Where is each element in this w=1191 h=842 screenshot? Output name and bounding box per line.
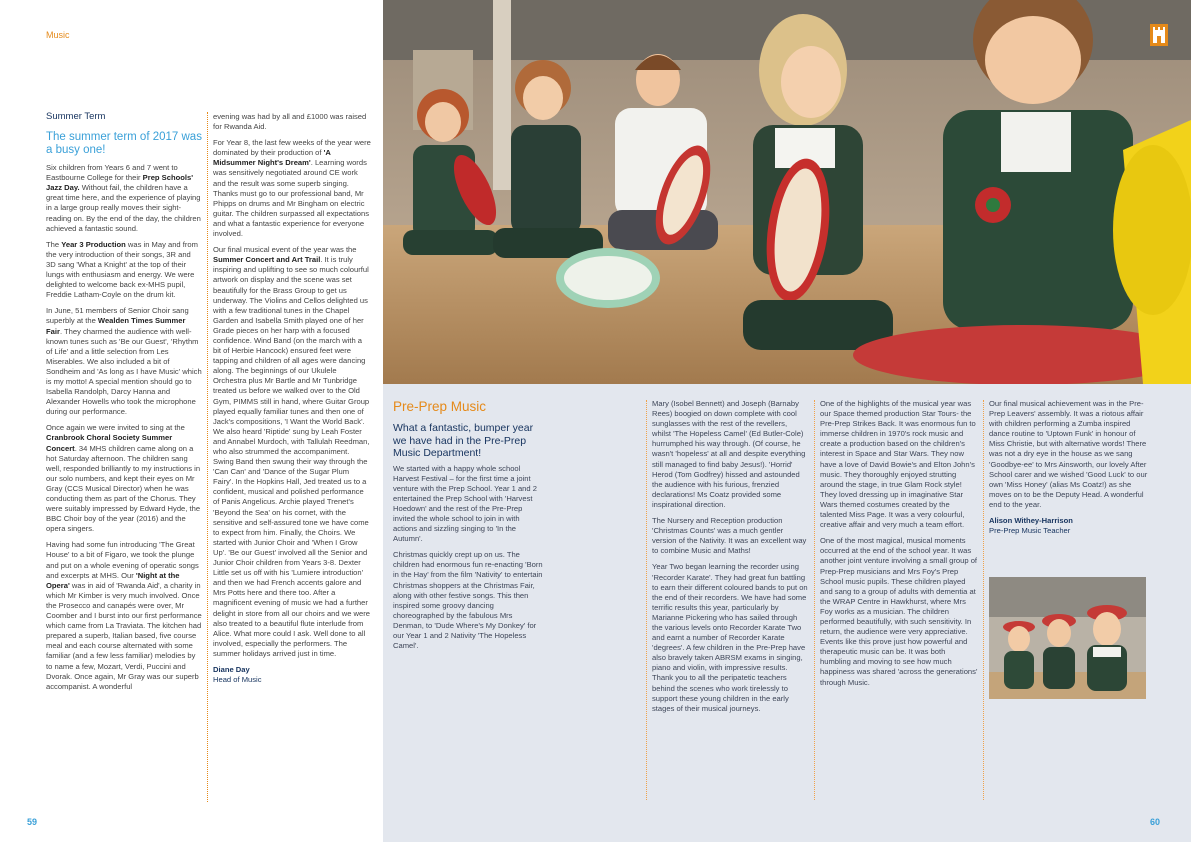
paragraph: For Year 8, the last few weeks of the year were dominated by their production of 'A Midsummer Night's Dream'. Learning words was sensitively negotiated around CE work and the result was some superb singing. Thanks must go to our professional band, Mr Phipps on drums and Mr Bingham on electric guitar. The children surpassed all expectations and what a fantastic experience for everyone involved.: [213, 138, 371, 239]
preprep-col2-paragraphs: [652, 399, 808, 714]
paragraph: Mary (Isobel Bennett) and Joseph (Barnaby Rees) boogied on down complete with cool sunglasses with the rest of the revellers, whilst 'The Hopeless Camel' (Ed Butler-Cole) hurrumphed his way through. (Of course, he wasn't 'hopeless' at all and despite everything still managed to find baby Jesus!). 'Horrid' Herod (Tom Godfrey) hissed and astounded the audience with his furious, frenzied declarations! Ms Coatz provided some inspirational direction.: [652, 399, 806, 509]
preprep-signature-name: Alison Withey-Harrison: [989, 516, 1073, 526]
paragraph: One of the highlights of the musical year was our Space themed production Star Tours- the Pre-Prep Strikes Back. It was enormous fun to immerse children in 1970's rock music and create a production based on the children's interest in Space and Star Wars. They now have a love of David Bowie's and Elton John's music. They thoroughly enjoyed strutting around the stage, in true Glam Rock style! They loved dressing up in imaginative Star Wars themed costumes created by the talented Miss Page. It was a very colourful, creative affair and very much a team effort.: [820, 399, 976, 530]
preprep-lead: What a fantastic, bumper year we have had in the Pre-Prep Music Department!: [393, 422, 534, 459]
summer-lead: The summer term of 2017 was a busy one!: [46, 131, 202, 157]
bold-event-name: Prep Schools' Jazz Day.: [46, 173, 194, 193]
paragraph: We started with a happy whole school Harvest Festival – for the first time a joint venture with the Prep School. Year 1 and 2 entertained the Prep School with 'Harvest Hoedown' and the rest of the Pre-Prep invited the whole school to join in with actions and sizzling singing to 'In the Autumn'.: [393, 463, 537, 544]
page-number-right: 60: [1150, 817, 1161, 827]
summer-col2-paragraphs: [213, 112, 371, 659]
preprep-column-4: [989, 399, 1149, 536]
column-divider: [207, 112, 208, 802]
summer-col1-paragraphs: [46, 163, 202, 692]
preprep-col3-paragraphs: [820, 399, 978, 688]
bold-event-name: Wealden Times Summer Fair: [46, 316, 186, 336]
paragraph: In June, 51 members of Senior Choir sang superbly at the Wealden Times Summer Fair. They charmed the audience with well-known tunes such as 'Be our Guest', 'Rhythm of Life' and a little selection from Les Miserables. We also included a bit of Sondheim and 'As long as I have Music' which is my motto! A special mention should go to Isabella Randolph, Darcy Hanna and Alexander Howells who took the microphone during our performance.: [46, 306, 202, 417]
castle-icon: [1150, 24, 1168, 46]
summer-column-1: [46, 112, 202, 698]
paragraph: Having had some fun introducing 'The Great House' to a bit of Figaro, we took the plunge and put on a whole evening of operatic songs and excerpts at MHS. Our 'Night at the Opera' was in aid of 'Rwanda Aid', a charity in which Mr Kimber is very much involved. Once the Prosecco and canapés were over, Mr Coomber and I burst into our first performance which came from La Traviata. The kitchen had prepared a superb, Italian based, five course meal and each course alternated with some familiar (and a few less familiar) melodies by to name a few, Mozart, Verdi, Puccini and Dvorak. Once again, Mr Gray was our superb accompanist. A wonderful: [46, 540, 202, 691]
paragraph: Year Two began learning the recorder using 'Recorder Karate'. They had great fun battling to earn their different coloured bands to put on the end of their recorders. We have had some terrific results this year, particularly by Marianne Pickering who has sailed through the various levels onto Recorder Karate Two and earnt a number of Recorder Karate 'degrees'. A few children in the Pre-Prep have also bravely taken ABRSM exams in singing, piano and violin, with impressive results. Thank you to all the peripatetic teachers behind the scenes who work tirelessly to support these young children in the early stages of their musical journeys.: [652, 562, 808, 713]
summer-signature-name: Diane Day: [213, 664, 250, 674]
paragraph: One of the most magical, musical moments occurred at the end of the school year. It was another joint venture involving a small group of Prep-Prep musicians and Mrs Foy's Prep School music pupils. These children played and sang to a group of adults with dementia at the WRAP Centre in Hawkhurst, where Mrs Foy works as a musician. The children performed beautifully, with such sensitivity. In return, the audience were very appreciative. Events like this prove just how powerful and therapeutic music can be. It was both humbling and moving to see how much happiness was shared 'across the generations' through Music.: [820, 536, 978, 687]
bold-event-name: 'A Midsummer Night's Dream': [213, 148, 331, 168]
bold-event-name: Year 3 Production: [61, 239, 126, 249]
section-label: Music: [46, 30, 70, 40]
summer-column-2: [213, 112, 371, 685]
bold-event-name: 'Night at the Opera': [46, 570, 180, 590]
preprep-column-1: [393, 399, 543, 657]
preprep-column-2: [652, 399, 808, 720]
paragraph: The Nursery and Reception production 'Christmas Counts' was a much gentler version of the Nativity. It was an excellent way to combine Music and Maths!: [652, 516, 807, 556]
column-divider: [983, 400, 984, 800]
paragraph: Our final musical event of the year was the Summer Concert and Art Trail. It is truly inspiring and uplifting to see so much colourful artwork on display and the scene was set beautifully for the Brass Group to get us underway. The Violins and Cellos delighted us with a few traditional tunes in the Chapel Garden and Isabella Smith played one of her Grade pieces on her harp with a focused confidence. Wind Band (on the march with a bit of Herbie Hancock) ensured feet were tapping and children of all ages were dancing along. The beginnings of our Ukulele Orchestra plus Mr Bartle and Mr Tunbridge treated us before we walked over to the Old Gym, PIMMS still in hand, where Guitar Group played equally familiar tunes and then one of Jack's compositions, 'I Want the World Back'. We also heard 'Riptide' sung by Leah Foster and Annabel Murdoch, with Tallulah Reedman, who also strummed the accompaniment. Swing Band then swung their way through the 'Can Can' and 'Dance of the Sugar Plum Fairy'. In the Hopkins Hall, Jed treated us to a confident, musical and polished performance of Panis Angelicus. Archie played Trenet's 'Beyond the Sea' on his cornet, with the sensitive and self-assured tone we have come to expect from him. Finally, the Choirs. We started with Junior Choir and 'When I Grow Up'. 'Be our Guest' involved all the Senior and Junior Choir children from Years 3-8. Dexter Little set us off with his 'Lumiere introduction' and then we had French accents galore and Mrs Potts here and there too. After a magnificent evening of music we had a further delight in store from all our choirs and we were also treated to a beautiful flute interlude from Alice. What more could I ask. Well done to all involved, especially the performers. The summer holidays arrived just in time.: [213, 245, 371, 658]
bold-event-name: Cranbrook Choral Society Summer Concert: [46, 433, 173, 453]
children-tambourines-photo: [383, 0, 1191, 384]
paragraph: Once again we were invited to sing at the Cranbrook Choral Society Summer Concert. 34 MHS children came along on a hot Saturday afternoon. The children sang well, responded brilliantly to my instructions in our solo numbers, and kept their eyes on Mr Gray (CCS Musical Director) when he was conducting them as part of the Chorus. They were suitably impressed by Edward Hyde, the BBC Choir boy of the year (2016) and the opera singers.: [46, 423, 201, 534]
children-drums-photo: [989, 577, 1146, 699]
preprep-col1-paragraphs: [393, 464, 543, 652]
column-divider: [814, 400, 815, 800]
column-divider: [646, 400, 647, 800]
preprep-title: Pre-Prep Music: [393, 399, 487, 414]
preprep-col4-paragraphs: [989, 399, 1149, 510]
summer-heading: Summer Term: [46, 111, 106, 122]
preprep-column-3: [820, 399, 978, 694]
preprep-signature-role: Pre-Prep Music Teacher: [989, 526, 1071, 536]
paragraph: Six children from Years 6 and 7 went to Eastbourne College for their Prep Schools' Jazz Day. Without fail, the children have a great time here, and the experience of playing in a large group really moves their sight-reading on. By the end of the day, the children achieved a fantastic sound.: [46, 163, 201, 233]
page-number-left: 59: [27, 817, 38, 827]
paragraph: The Year 3 Production was in May and from the very introduction of their songs, 3R and 3D sang 'What a Knight' at the top of their lungs with enthusiasm and energy. We were delighted to welcome back ex-MHS pupil, Freddie Latham-Coyle on the drum kit.: [46, 239, 198, 300]
paragraph: evening was had by all and £1000 was raised for Rwanda Aid.: [213, 112, 367, 132]
paragraph: Christmas quickly crept up on us. The children had enormous fun re-enacting 'Born in the Hay' from the film 'Nativity' to entertain Christmas shoppers at the Christmas Fair, along with other festive songs. This then inspired some groovy dancing choreographed by the fabulous Mrs Denman, to 'Dude Where's My Donkey' for our Year 1 and 2 Nativity 'The Hopeless Camel'.: [393, 550, 543, 651]
summer-signature-role: Head of Music: [213, 675, 262, 685]
paragraph: Our final musical achievement was in the Pre-Prep Leavers' assembly. It was a riotous affair with children performing a Zumba inspired dance routine to 'Uptown Funk' in honour of Miss Christie, but with alternative words! There was not a dry eye in the house as we sang 'Goodbye-ee' to Mrs Ainsworth, our lovely After School carer and we wished 'Good Luck' to our own 'Miss Honey' (alias Ms Coatz!) as she moves on to be the Deputy Head. A wonderful end to the year.: [989, 399, 1148, 509]
bold-event-name: Summer Concert and Art Trail: [213, 255, 321, 265]
